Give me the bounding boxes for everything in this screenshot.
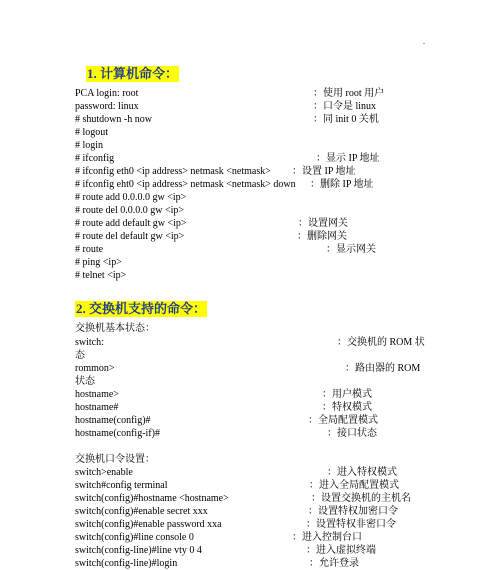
s2-line-18: switch(config-line)#line vty 0 4 (75, 545, 202, 556)
s1-note-3: ：同 init 0 关机 (313, 114, 379, 125)
s2-line-8: hostname(config)# (75, 415, 151, 426)
s2-note-4: ：路由器的 ROM (345, 363, 421, 374)
s2-note-12: ：进入特权模式 (327, 467, 397, 478)
s2-line-13: switch#config terminal (75, 480, 168, 491)
s2-line-1: 交换机基本状态： (75, 323, 155, 334)
s2-note-19: ：允许登录 (309, 558, 359, 569)
s1-note-12: ：删除网关 (297, 231, 347, 242)
s2-line-17: switch(config)#line console 0 (75, 532, 194, 543)
s2-note-8: ：全局配置模式 (308, 415, 378, 426)
s1-note-7: ：设置 IP 地址 (292, 166, 356, 177)
corner-mark: . (423, 37, 425, 46)
s2-note-17: ：进入控制台口 (292, 532, 362, 543)
s1-note-1: ：使用 root 用户 (313, 88, 385, 99)
s1-cmd-13: # route (75, 244, 104, 255)
s2-line-2: switch: (75, 337, 104, 348)
s1-note-13: ：显示网关 (326, 244, 376, 255)
s2-line-3: 态 (75, 350, 85, 361)
s2-line-7: hostname# (75, 402, 119, 413)
s2-line-11: 交换机口令设置： (75, 454, 155, 465)
s1-cmd-15: # telnet <ip> (75, 270, 127, 281)
s1-cmd-6: # ifconfig (75, 153, 115, 164)
s1-cmd-3: # shutdown -h now (75, 114, 152, 125)
s2-line-19: switch(config-line)#login (75, 558, 178, 569)
s1-note-8: ：删除 IP 地址 (310, 179, 374, 190)
section-2-heading: 2. 交换机支持的命令： (76, 301, 207, 316)
s1-cmd-1: PCA login: root (75, 88, 139, 99)
s1-cmd-2: password: linux (75, 101, 139, 112)
section-1-heading: 1. 计算机命令： (87, 66, 179, 81)
s2-line-9: hostname(config-if)# (75, 428, 160, 439)
s2-line-5: 状态 (75, 376, 95, 387)
s1-cmd-8: # ifconfig eht0 <ip address> netmask <netmask> down (75, 179, 296, 190)
s1-cmd-9: # route add 0.0.0.0 gw <ip> (75, 192, 187, 203)
s2-note-14: ：设置交换机的主机名 (311, 493, 411, 504)
s1-note-6: ：显示 IP 地址 (316, 153, 380, 164)
s2-note-18: ：进入虚拟终端 (306, 545, 376, 556)
s2-note-9: ：接口状态 (327, 428, 377, 439)
s2-note-2: ：交换机的 ROM 状 (337, 337, 425, 348)
s2-note-6: ：用户模式 (322, 389, 372, 400)
s1-cmd-12: # route del default gw <ip> (75, 231, 185, 242)
s2-note-13: ：进入全局配置模式 (309, 480, 399, 491)
s2-line-15: switch(config)#enable secret xxx (75, 506, 208, 517)
s2-line-14: switch(config)#hostname <hostname> (75, 493, 229, 504)
s2-note-7: ：特权模式 (322, 402, 372, 413)
s2-line-16: switch(config)#enable password xxa (75, 519, 222, 530)
s1-cmd-14: # ping <ip> (75, 257, 122, 268)
s2-line-6: hostname> (75, 389, 119, 400)
s1-note-11: ：设置网关 (298, 218, 348, 229)
s2-note-16: ：设置特权非密口令 (306, 519, 396, 530)
s1-cmd-4: # logout (75, 127, 109, 138)
s1-cmd-5: # login (75, 140, 104, 151)
s2-line-12: switch>enable (75, 467, 133, 478)
s1-cmd-11: # route add default gw <ip> (75, 218, 187, 229)
s2-line-4: rommon> (75, 363, 115, 374)
s1-cmd-10: # route del 0.0.0.0 gw <ip> (75, 205, 185, 216)
s1-cmd-7: # ifconfig eth0 <ip address> netmask <netmask> (75, 166, 271, 177)
s2-note-15: ：设置特权加密口令 (308, 506, 398, 517)
s1-note-2: ：口令是 linux (313, 101, 377, 112)
